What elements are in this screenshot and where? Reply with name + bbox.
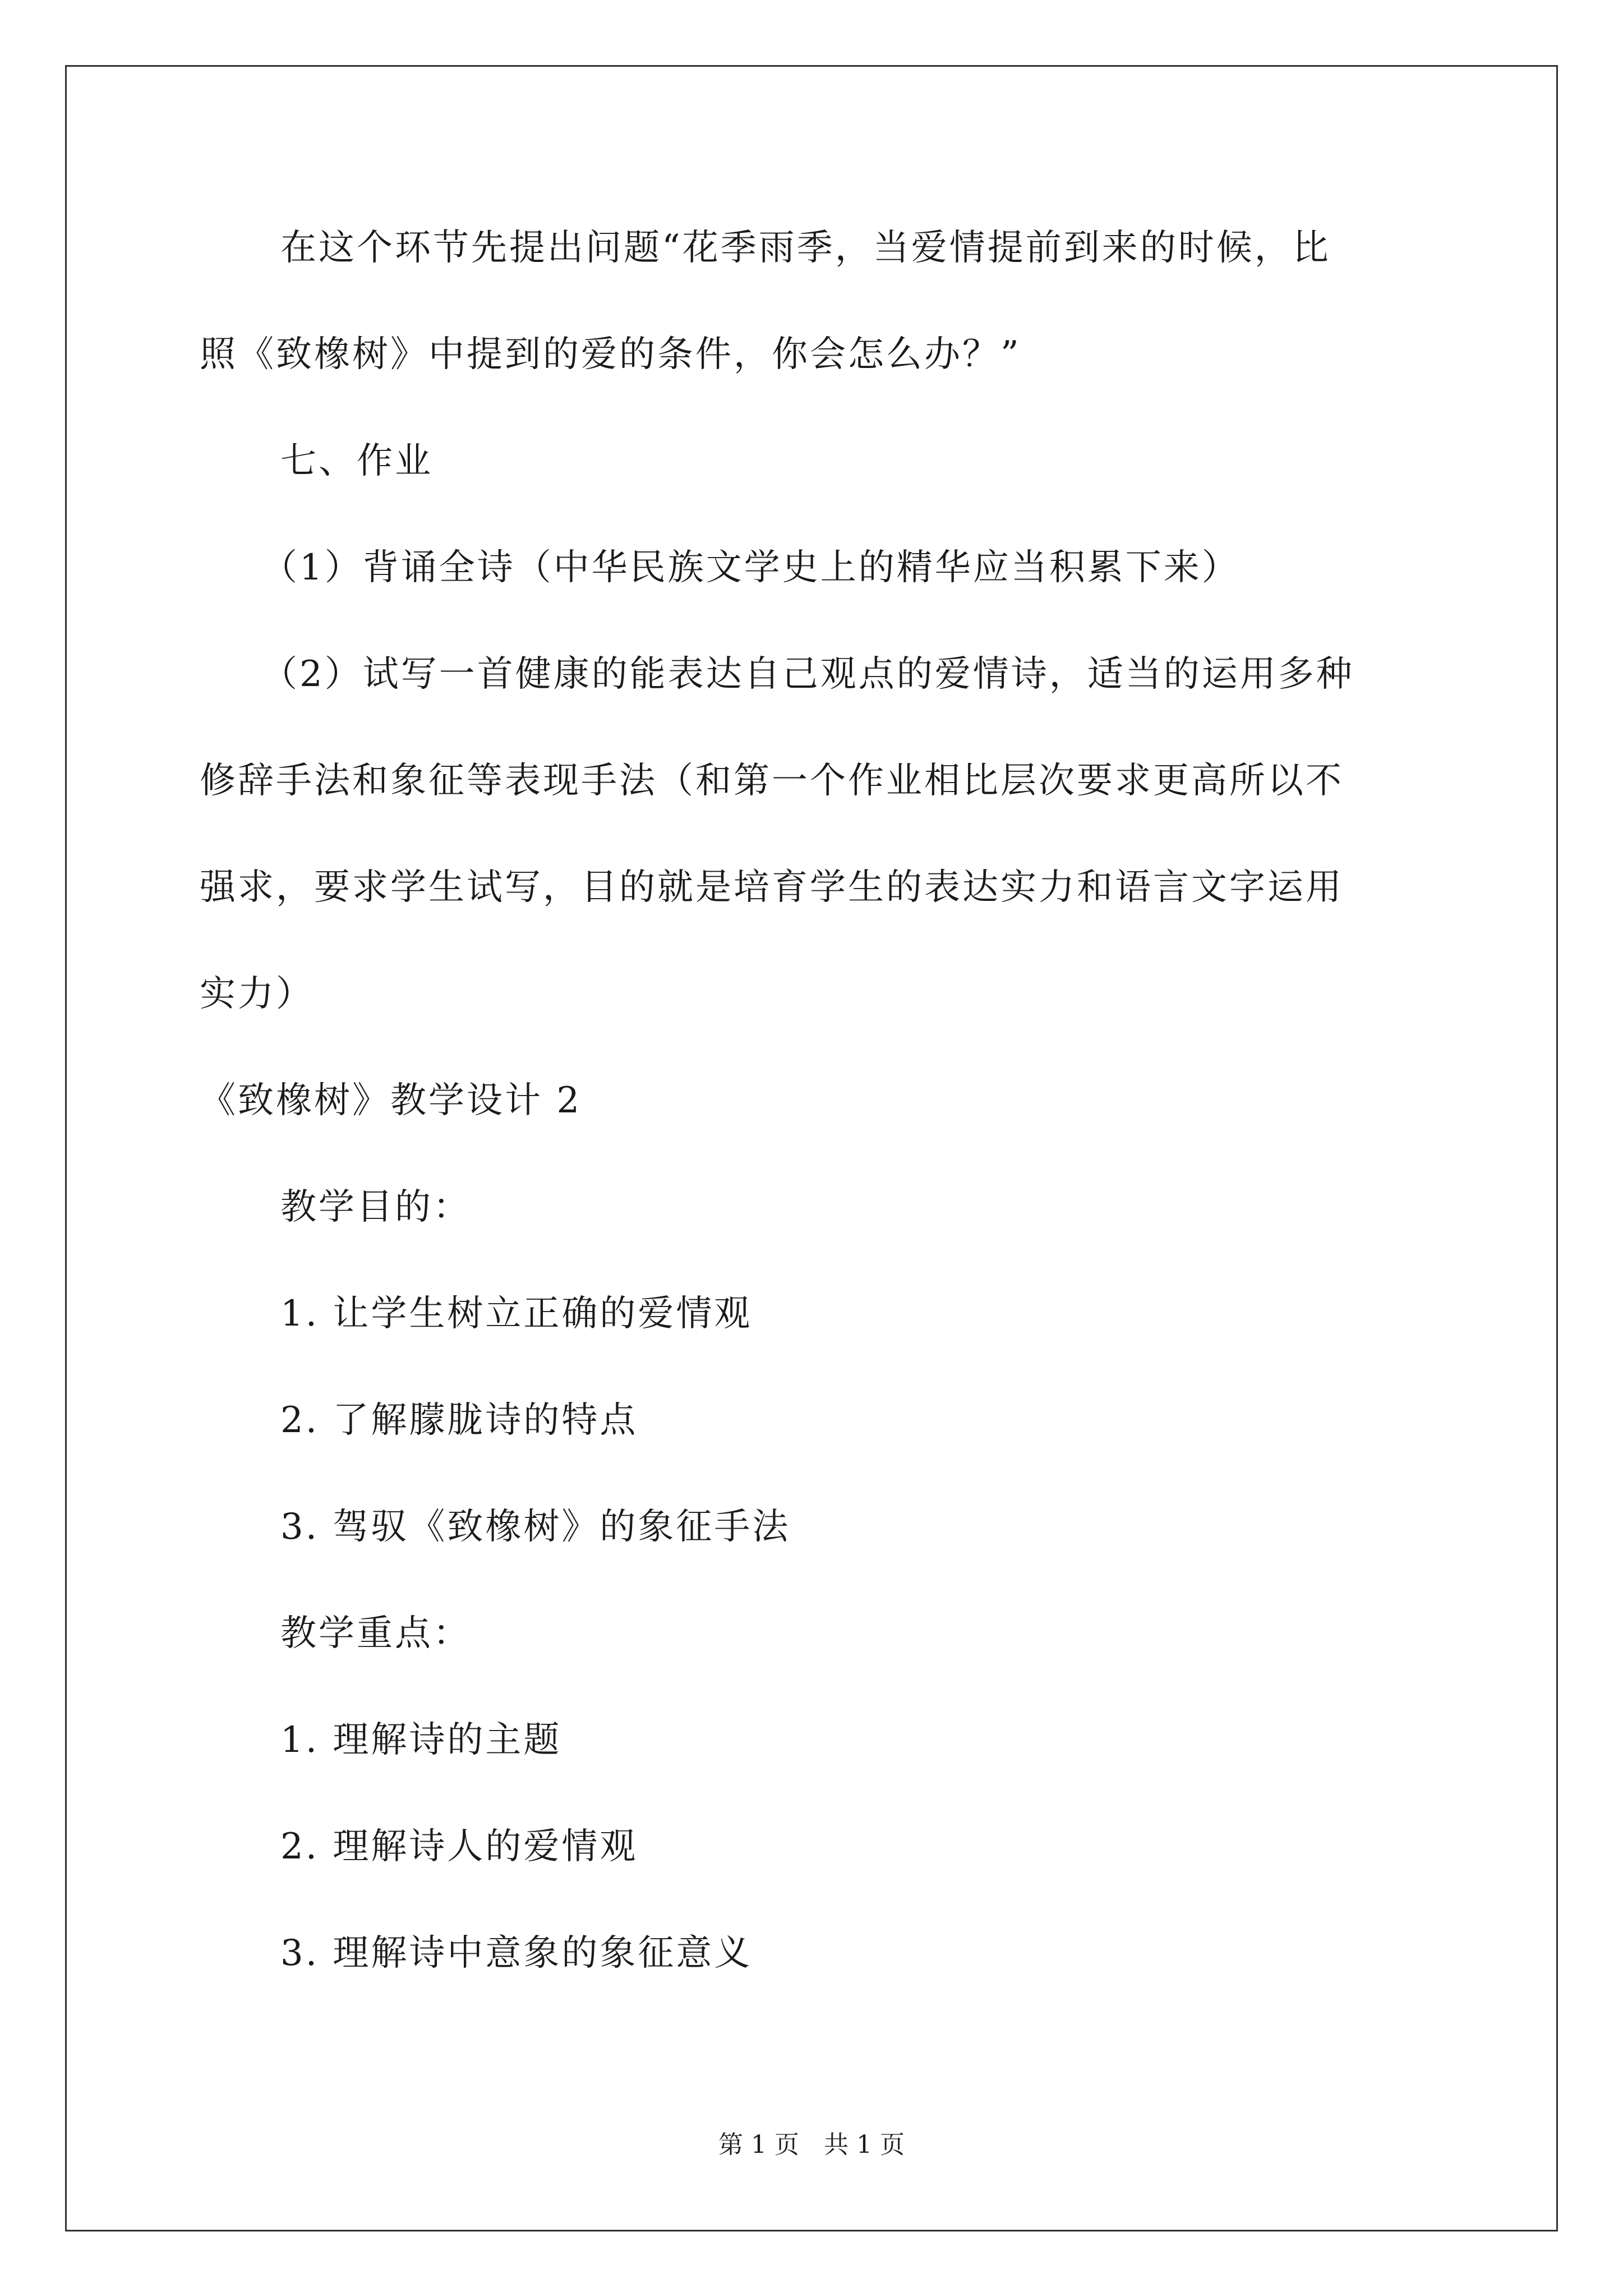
page-border: [65, 65, 1558, 2231]
paragraph-line: 修辞手法和象征等表现手法（和第一个作业相比层次要求更高所以不: [200, 760, 1344, 802]
paragraph-line: 实力）: [200, 973, 314, 1015]
section-heading: 七、作业: [280, 440, 433, 482]
list-item: （2）试写一首健康的能表达自己观点的爱情诗，适当的运用多种: [261, 654, 1354, 695]
section-heading: 教学目的：: [280, 1186, 471, 1228]
list-item: （1）背诵全诗（中华民族文学史上的精华应当积累下来）: [261, 547, 1240, 588]
list-item: 2. 理解诗人的爱情观: [280, 1826, 638, 1867]
list-item: 3. 理解诗中意象的象征意义: [280, 1932, 753, 1974]
list-item: 2. 了解朦胧诗的特点: [280, 1400, 638, 1441]
section-heading: 教学重点：: [280, 1613, 471, 1654]
paragraph-line: 强求，要求学生试写，目的就是培育学生的表达实力和语言文字运用: [200, 867, 1344, 908]
document-subtitle: 《致橡树》教学设计 2: [200, 1080, 582, 1121]
paragraph-line: 照《致橡树》中提到的爱的条件，你会怎么办？”: [200, 334, 1021, 375]
paragraph-line: 在这个环节先提出问题“花季雨季，当爱情提前到来的时候，比: [280, 227, 1331, 269]
list-item: 1. 让学生树立正确的爱情观: [280, 1293, 753, 1335]
list-item: 1. 理解诗的主题: [280, 1719, 562, 1761]
page-footer: 第 1 页 共 1 页: [718, 2131, 905, 2159]
list-item: 3. 驾驭《致橡树》的象征手法: [280, 1506, 791, 1548]
